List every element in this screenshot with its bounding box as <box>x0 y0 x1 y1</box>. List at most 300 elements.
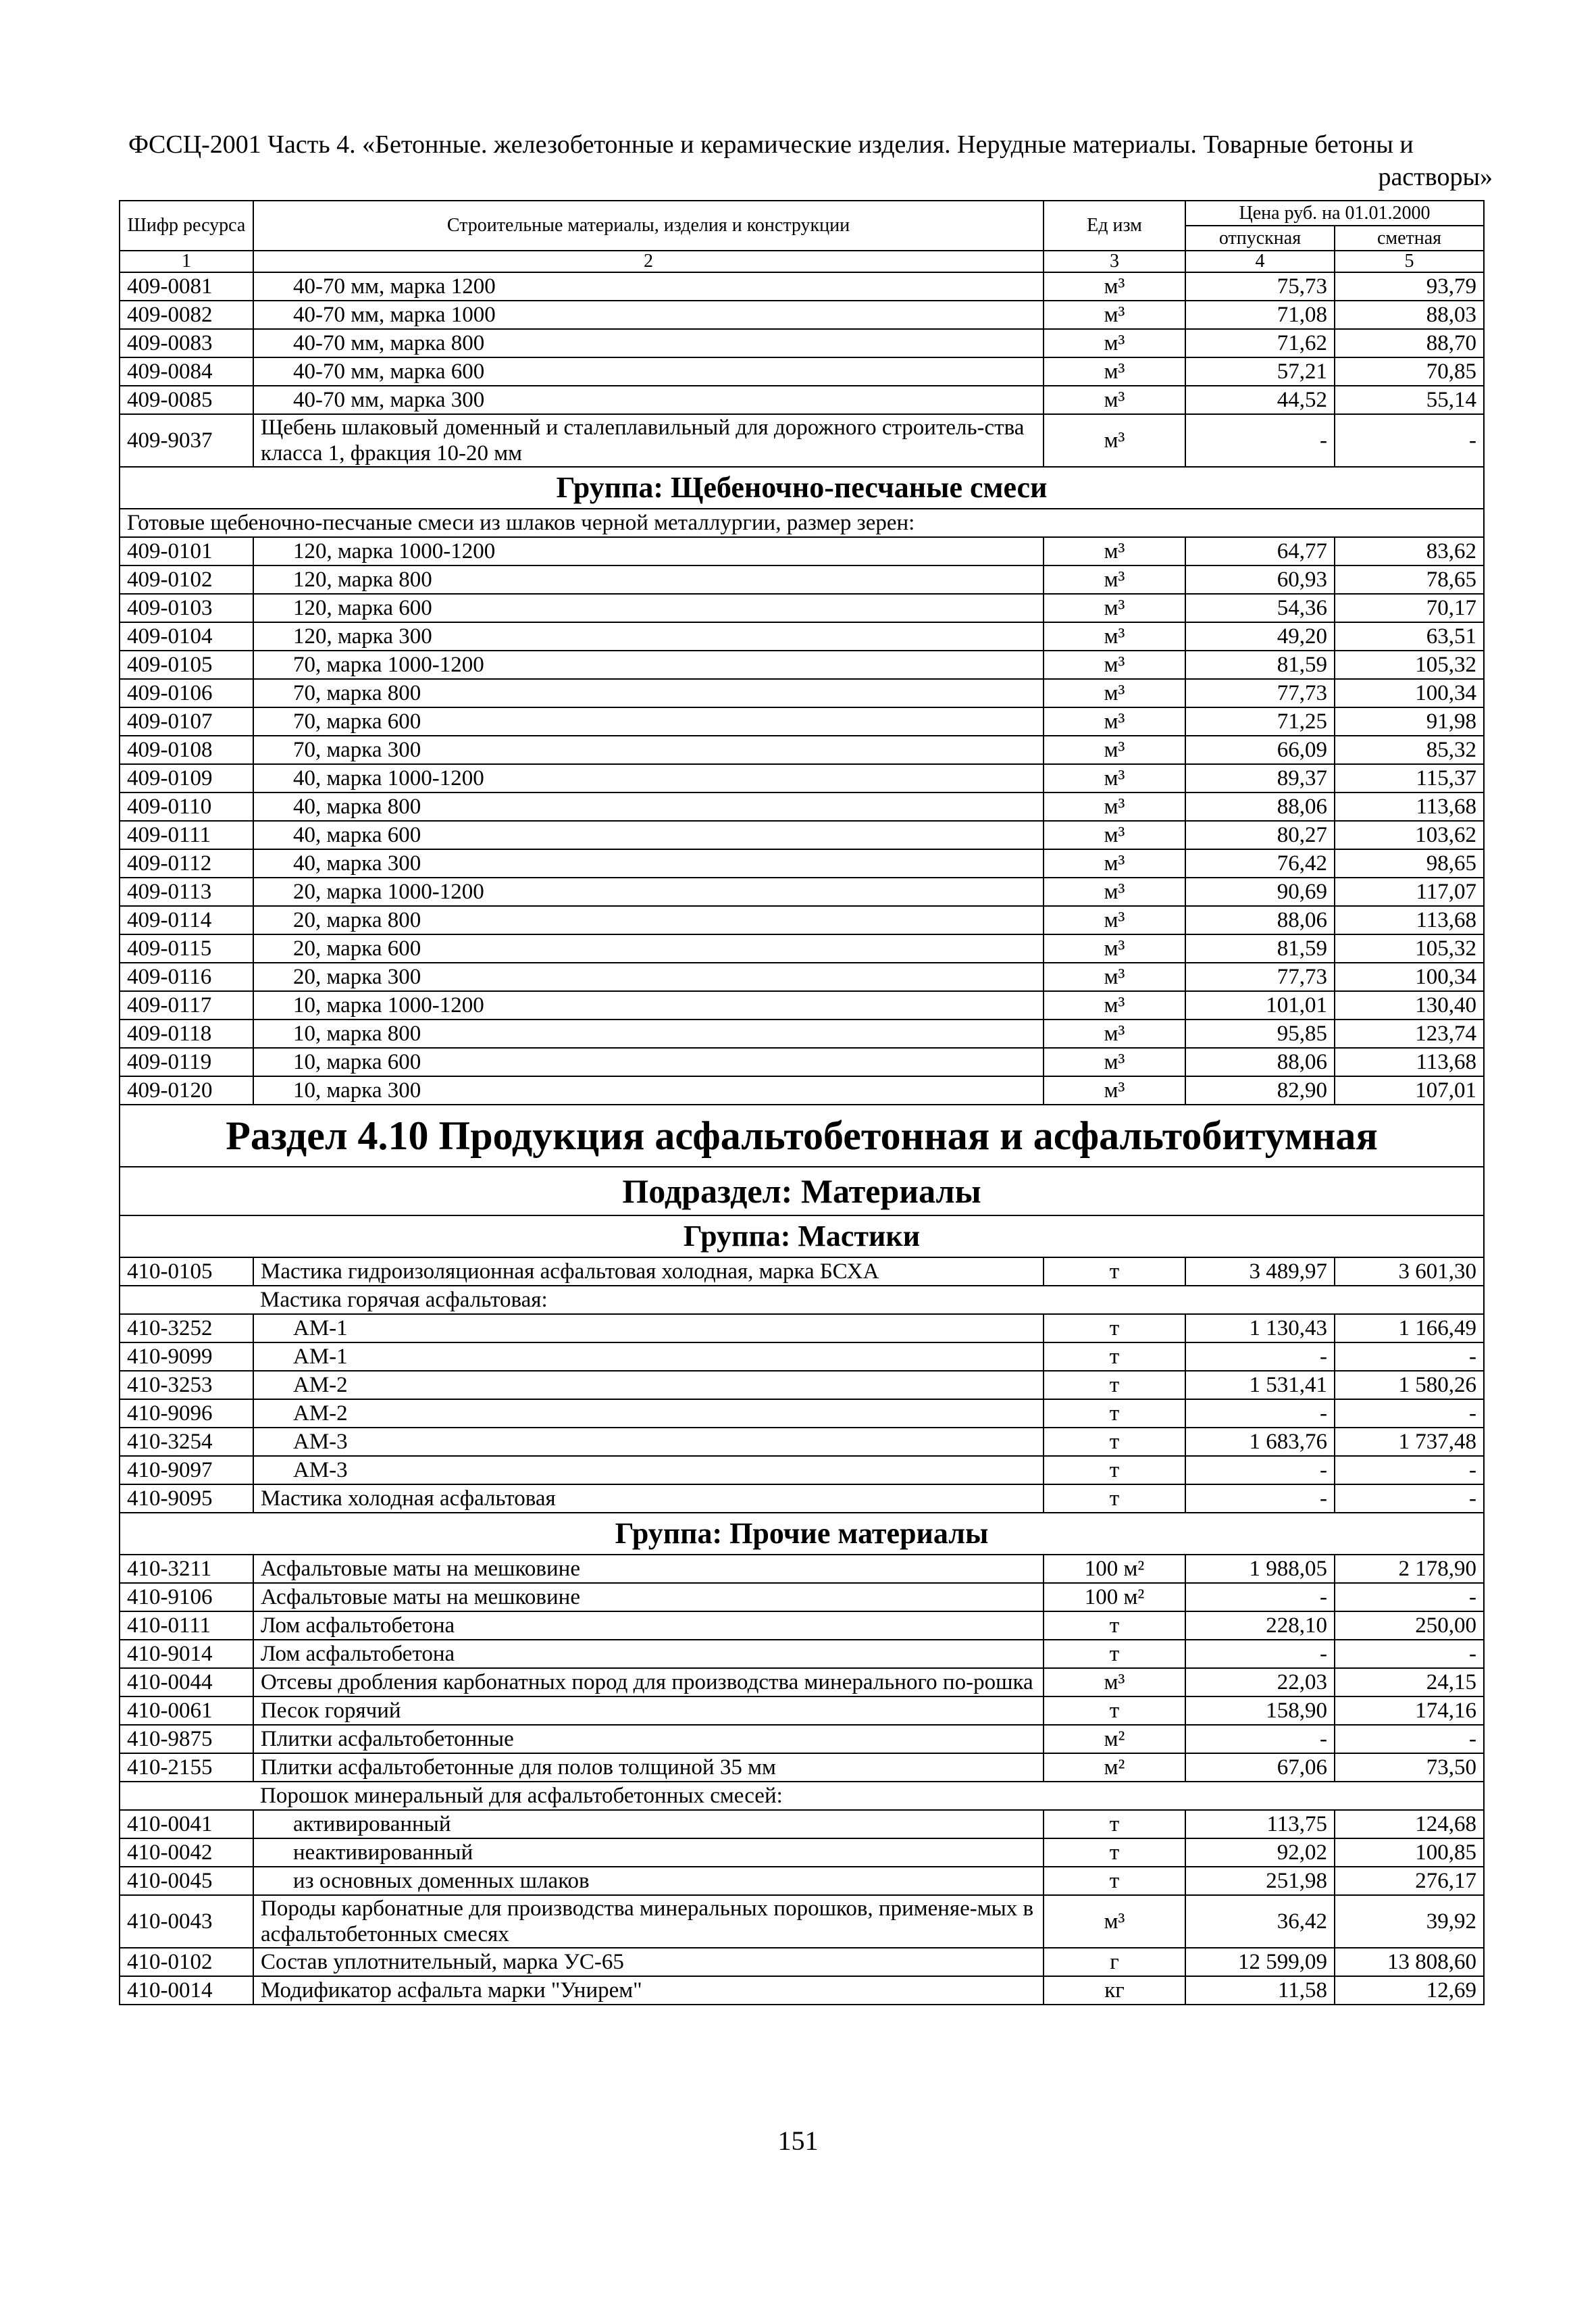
table-row <box>120 1020 1484 1048</box>
page-header <box>128 128 1493 193</box>
resource-code: 409-0081 <box>120 272 253 301</box>
release-price: 158,90 <box>1185 1696 1335 1725</box>
release-price: 60,93 <box>1185 565 1335 594</box>
estimate-price: 100,85 <box>1335 1838 1484 1867</box>
table-row <box>120 906 1484 934</box>
estimate-price: 91,98 <box>1335 707 1484 736</box>
material-name: АМ-2 <box>253 1399 1044 1428</box>
resource-code: 410-9099 <box>120 1342 253 1371</box>
material-name: 120, марка 600 <box>253 594 1044 622</box>
material-name: 70, марка 300 <box>253 736 1044 764</box>
table-row <box>120 1895 1484 1948</box>
release-price: 95,85 <box>1185 1020 1335 1048</box>
estimate-price: 115,37 <box>1335 764 1484 793</box>
estimate-price: 174,16 <box>1335 1696 1484 1725</box>
material-name: из основных доменных шлаков <box>253 1867 1044 1895</box>
unit: г <box>1044 1948 1185 1976</box>
table-row <box>120 1611 1484 1640</box>
material-name: 120, марка 800 <box>253 565 1044 594</box>
release-price: 49,20 <box>1185 622 1335 651</box>
material-name: Отсевы дробления карбонатных пород для производства минерального по-рошка <box>253 1668 1044 1696</box>
table-row <box>120 1428 1484 1456</box>
release-price: 76,42 <box>1185 849 1335 878</box>
estimate-price: 105,32 <box>1335 934 1484 963</box>
unit: т <box>1044 1640 1185 1668</box>
release-price: 81,59 <box>1185 934 1335 963</box>
resource-code: 409-0112 <box>120 849 253 878</box>
material-name: Щебень шлаковый доменный и сталеплавильный для дорожного строитель-ства класса 1, фракция 10-20 мм <box>253 414 1044 467</box>
resource-code: 409-0110 <box>120 793 253 821</box>
material-name: 40, марка 300 <box>253 849 1044 878</box>
table-row <box>120 1696 1484 1725</box>
material-name: Асфальтовые маты на мешковине <box>253 1583 1044 1611</box>
group-title-row <box>120 1215 1484 1257</box>
table-row <box>120 329 1484 357</box>
unit: т <box>1044 1456 1185 1484</box>
release-price: 88,06 <box>1185 1048 1335 1076</box>
resource-code: 409-0101 <box>120 537 253 565</box>
unit: м³ <box>1044 386 1185 414</box>
table-row <box>120 1076 1484 1105</box>
table-row <box>120 1668 1484 1696</box>
release-price: 36,42 <box>1185 1895 1335 1948</box>
release-price: 101,01 <box>1185 991 1335 1020</box>
unit: м³ <box>1044 594 1185 622</box>
resource-code: 410-2155 <box>120 1753 253 1782</box>
header-line-2: растворы» <box>1378 163 1493 191</box>
table-row <box>120 679 1484 707</box>
table-row <box>120 878 1484 906</box>
group-note: Мастика горячая асфальтовая: <box>253 1286 1484 1314</box>
release-price: - <box>1185 1456 1335 1484</box>
estimate-price: - <box>1335 1342 1484 1371</box>
group-title: Группа: Щебеночно-песчаные смеси <box>120 467 1484 509</box>
unit: м³ <box>1044 707 1185 736</box>
resource-code: 409-0107 <box>120 707 253 736</box>
empty-cell <box>120 1286 253 1314</box>
unit: т <box>1044 1611 1185 1640</box>
table-row <box>120 1810 1484 1838</box>
estimate-price: - <box>1335 1583 1484 1611</box>
estimate-price: 3 601,30 <box>1335 1257 1484 1286</box>
release-price: 1 531,41 <box>1185 1371 1335 1399</box>
estimate-price: - <box>1335 1484 1484 1513</box>
release-price: - <box>1185 1399 1335 1428</box>
resource-code: 410-9096 <box>120 1399 253 1428</box>
table-row <box>120 594 1484 622</box>
material-name: 10, марка 1000-1200 <box>253 991 1044 1020</box>
estimate-price: 70,85 <box>1335 357 1484 386</box>
resource-code: 410-0044 <box>120 1668 253 1696</box>
material-name: Модификатор асфальта марки "Унирем" <box>253 1976 1044 2005</box>
unit: м³ <box>1044 1895 1185 1948</box>
release-price: - <box>1185 1342 1335 1371</box>
release-price: 251,98 <box>1185 1867 1335 1895</box>
unit: т <box>1044 1342 1185 1371</box>
unit: м³ <box>1044 878 1185 906</box>
estimate-price: 98,65 <box>1335 849 1484 878</box>
unit: м³ <box>1044 906 1185 934</box>
table-row <box>120 707 1484 736</box>
estimate-price: 250,00 <box>1335 1611 1484 1640</box>
unit: м³ <box>1044 1020 1185 1048</box>
material-name: Мастика гидроизоляционная асфальтовая холодная, марка БСХА <box>253 1257 1044 1286</box>
unit: т <box>1044 1810 1185 1838</box>
table-row <box>120 272 1484 301</box>
release-price: 11,58 <box>1185 1976 1335 2005</box>
header-name: Строительные материалы, изделия и конструкции <box>253 201 1044 251</box>
release-price: - <box>1185 1640 1335 1668</box>
estimate-price: 124,68 <box>1335 1810 1484 1838</box>
unit: 100 м² <box>1044 1555 1185 1583</box>
resource-code: 410-0105 <box>120 1257 253 1286</box>
resource-code: 410-0102 <box>120 1948 253 1976</box>
material-name: Плитки асфальтобетонные для полов толщиной 35 мм <box>253 1753 1044 1782</box>
material-name: Лом асфальтобетона <box>253 1640 1044 1668</box>
estimate-price: 107,01 <box>1335 1076 1484 1105</box>
table-row <box>120 1976 1484 2005</box>
material-name: Мастика холодная асфальтовая <box>253 1484 1044 1513</box>
group-note-row <box>120 1782 1484 1810</box>
estimate-price: 24,15 <box>1335 1668 1484 1696</box>
unit: т <box>1044 1838 1185 1867</box>
release-price: - <box>1185 1484 1335 1513</box>
resource-code: 410-9014 <box>120 1640 253 1668</box>
material-name: 70, марка 600 <box>253 707 1044 736</box>
estimate-price: 93,79 <box>1335 272 1484 301</box>
resource-code: 409-0108 <box>120 736 253 764</box>
material-name: АМ-3 <box>253 1428 1044 1456</box>
group-title: Группа: Прочие материалы <box>120 1513 1484 1555</box>
table-row <box>120 1371 1484 1399</box>
estimate-price: 113,68 <box>1335 1048 1484 1076</box>
table-row <box>120 1342 1484 1371</box>
unit: м³ <box>1044 651 1185 679</box>
resource-code: 409-0114 <box>120 906 253 934</box>
material-name: неактивированный <box>253 1838 1044 1867</box>
resource-code: 410-9095 <box>120 1484 253 1513</box>
unit: м³ <box>1044 736 1185 764</box>
resource-code: 409-0085 <box>120 386 253 414</box>
material-name: 40-70 мм, марка 1000 <box>253 301 1044 329</box>
resource-code: 409-0102 <box>120 565 253 594</box>
resource-code: 409-0103 <box>120 594 253 622</box>
material-name: 120, марка 1000-1200 <box>253 537 1044 565</box>
section-title-row <box>120 1105 1484 1167</box>
material-name: 20, марка 1000-1200 <box>253 878 1044 906</box>
unit: т <box>1044 1484 1185 1513</box>
resource-code: 409-0105 <box>120 651 253 679</box>
unit: м³ <box>1044 414 1185 467</box>
table-row <box>120 1838 1484 1867</box>
resource-code: 410-3252 <box>120 1314 253 1342</box>
group-note: Готовые щебеночно-песчаные смеси из шлаков черной металлургии, размер зерен: <box>120 509 1484 537</box>
material-name: 10, марка 800 <box>253 1020 1044 1048</box>
material-name: 40, марка 800 <box>253 793 1044 821</box>
table-row <box>120 934 1484 963</box>
release-price: - <box>1185 1725 1335 1753</box>
table-row <box>120 386 1484 414</box>
table-row <box>120 764 1484 793</box>
header-price: Цена руб. на 01.01.2000 <box>1185 201 1484 226</box>
resource-code: 409-0116 <box>120 963 253 991</box>
material-name: 40-70 мм, марка 1200 <box>253 272 1044 301</box>
unit: т <box>1044 1314 1185 1342</box>
estimate-price: 113,68 <box>1335 906 1484 934</box>
resource-code: 409-0117 <box>120 991 253 1020</box>
estimate-price: - <box>1335 1456 1484 1484</box>
material-name: активированный <box>253 1810 1044 1838</box>
col-number-2: 2 <box>253 251 1044 272</box>
material-name: АМ-3 <box>253 1456 1044 1484</box>
material-name: 120, марка 300 <box>253 622 1044 651</box>
table-row <box>120 565 1484 594</box>
empty-cell <box>120 1782 253 1810</box>
unit: м³ <box>1044 963 1185 991</box>
header-estimate-price: сметная <box>1335 226 1484 251</box>
table-body <box>120 272 1484 2005</box>
table-row <box>120 1725 1484 1753</box>
estimate-price: 130,40 <box>1335 991 1484 1020</box>
subsection-title: Подраздел: Материалы <box>120 1167 1484 1215</box>
material-name: Состав уплотнительный, марка УС-65 <box>253 1948 1044 1976</box>
resource-code: 410-0014 <box>120 1976 253 2005</box>
unit: т <box>1044 1428 1185 1456</box>
unit: м³ <box>1044 301 1185 329</box>
table-row <box>120 357 1484 386</box>
release-price: - <box>1185 1583 1335 1611</box>
release-price: - <box>1185 414 1335 467</box>
page-number: 151 <box>777 2126 819 2156</box>
col-number-1: 1 <box>120 251 253 272</box>
group-note-row <box>120 1286 1484 1314</box>
material-name: 40-70 мм, марка 300 <box>253 386 1044 414</box>
release-price: 89,37 <box>1185 764 1335 793</box>
resource-code: 409-0083 <box>120 329 253 357</box>
release-price: 75,73 <box>1185 272 1335 301</box>
estimate-price: 88,03 <box>1335 301 1484 329</box>
table-row <box>120 301 1484 329</box>
unit: т <box>1044 1257 1185 1286</box>
material-name: 20, марка 600 <box>253 934 1044 963</box>
table-row <box>120 1753 1484 1782</box>
unit: кг <box>1044 1976 1185 2005</box>
col-number-5: 5 <box>1335 251 1484 272</box>
release-price: 66,09 <box>1185 736 1335 764</box>
unit: м² <box>1044 1725 1185 1753</box>
table-row <box>120 1484 1484 1513</box>
table-row <box>120 1399 1484 1428</box>
unit: т <box>1044 1696 1185 1725</box>
unit: м³ <box>1044 934 1185 963</box>
header-release-price: отпускная <box>1185 226 1335 251</box>
estimate-price: 78,65 <box>1335 565 1484 594</box>
estimate-price: 100,34 <box>1335 679 1484 707</box>
resource-code: 410-3254 <box>120 1428 253 1456</box>
resource-code: 409-0120 <box>120 1076 253 1105</box>
estimate-price: 103,62 <box>1335 821 1484 849</box>
unit: м² <box>1044 1753 1185 1782</box>
material-name: АМ-2 <box>253 1371 1044 1399</box>
table-row <box>120 1640 1484 1668</box>
group-title: Группа: Мастики <box>120 1215 1484 1257</box>
estimate-price: 70,17 <box>1335 594 1484 622</box>
release-price: 77,73 <box>1185 963 1335 991</box>
table-row <box>120 1948 1484 1976</box>
table-row <box>120 1867 1484 1895</box>
resource-code: 409-0113 <box>120 878 253 906</box>
resource-code: 410-3211 <box>120 1555 253 1583</box>
material-name: Породы карбонатные для производства минеральных порошков, применяе-мых в асфальтобетонных смесях <box>253 1895 1044 1948</box>
material-name: 70, марка 1000-1200 <box>253 651 1044 679</box>
resource-code: 409-0106 <box>120 679 253 707</box>
price-table <box>119 200 1485 2005</box>
unit: м³ <box>1044 679 1185 707</box>
table-row <box>120 991 1484 1020</box>
resource-code: 409-0111 <box>120 821 253 849</box>
release-price: 228,10 <box>1185 1611 1335 1640</box>
release-price: 92,02 <box>1185 1838 1335 1867</box>
unit: м³ <box>1044 1076 1185 1105</box>
release-price: 71,25 <box>1185 707 1335 736</box>
material-name: 40-70 мм, марка 800 <box>253 329 1044 357</box>
unit: м³ <box>1044 622 1185 651</box>
resource-code: 409-0119 <box>120 1048 253 1076</box>
resource-code: 410-0043 <box>120 1895 253 1948</box>
material-name: 40-70 мм, марка 600 <box>253 357 1044 386</box>
resource-code: 410-9875 <box>120 1725 253 1753</box>
table-row <box>120 622 1484 651</box>
unit: м³ <box>1044 793 1185 821</box>
resource-code: 409-0084 <box>120 357 253 386</box>
material-name: Песок горячий <box>253 1696 1044 1725</box>
header-line-1: ФССЦ-2001 Часть 4. «Бетонные. железобетонные и керамические изделия. Нерудные материалы. Товарные бетоны и <box>128 130 1414 159</box>
estimate-price: 13 808,60 <box>1335 1948 1484 1976</box>
estimate-price: - <box>1335 1640 1484 1668</box>
resource-code: 410-0042 <box>120 1838 253 1867</box>
table-row <box>120 1314 1484 1342</box>
table-header <box>120 201 1484 272</box>
resource-code: 410-0111 <box>120 1611 253 1640</box>
estimate-price: 2 178,90 <box>1335 1555 1484 1583</box>
estimate-price: 1 737,48 <box>1335 1428 1484 1456</box>
table-row <box>120 963 1484 991</box>
resource-code: 409-0109 <box>120 764 253 793</box>
release-price: 22,03 <box>1185 1668 1335 1696</box>
table-row <box>120 1555 1484 1583</box>
resource-code: 410-0041 <box>120 1810 253 1838</box>
unit: 100 м² <box>1044 1583 1185 1611</box>
table-row <box>120 849 1484 878</box>
release-price: 71,08 <box>1185 301 1335 329</box>
material-name: Асфальтовые маты на мешковине <box>253 1555 1044 1583</box>
table-row <box>120 414 1484 467</box>
group-note-row <box>120 509 1484 537</box>
material-name: 10, марка 300 <box>253 1076 1044 1105</box>
material-name: 40, марка 600 <box>253 821 1044 849</box>
table-row <box>120 1583 1484 1611</box>
estimate-price: 113,68 <box>1335 793 1484 821</box>
material-name: АМ-1 <box>253 1314 1044 1342</box>
unit: м³ <box>1044 849 1185 878</box>
header-unit: Ед изм <box>1044 201 1185 251</box>
release-price: 44,52 <box>1185 386 1335 414</box>
unit: м³ <box>1044 1048 1185 1076</box>
material-name: 40, марка 1000-1200 <box>253 764 1044 793</box>
section-title: Раздел 4.10 Продукция асфальтобетонная и асфальтобитумная <box>120 1105 1484 1167</box>
resource-code: 410-9097 <box>120 1456 253 1484</box>
group-title-row <box>120 1513 1484 1555</box>
estimate-price: 123,74 <box>1335 1020 1484 1048</box>
table-row <box>120 537 1484 565</box>
release-price: 80,27 <box>1185 821 1335 849</box>
table-row <box>120 651 1484 679</box>
release-price: 81,59 <box>1185 651 1335 679</box>
unit: т <box>1044 1867 1185 1895</box>
estimate-price: 12,69 <box>1335 1976 1484 2005</box>
estimate-price: 85,32 <box>1335 736 1484 764</box>
estimate-price: 1 580,26 <box>1335 1371 1484 1399</box>
unit: т <box>1044 1371 1185 1399</box>
table-row <box>120 1048 1484 1076</box>
resource-code: 409-9037 <box>120 414 253 467</box>
group-note: Порошок минеральный для асфальтобетонных смесей: <box>253 1782 1484 1810</box>
estimate-price: 88,70 <box>1335 329 1484 357</box>
material-name: Плитки асфальтобетонные <box>253 1725 1044 1753</box>
resource-code: 410-0061 <box>120 1696 253 1725</box>
resource-code: 410-0045 <box>120 1867 253 1895</box>
release-price: 1 988,05 <box>1185 1555 1335 1583</box>
material-name: АМ-1 <box>253 1342 1044 1371</box>
table-row <box>120 1456 1484 1484</box>
release-price: 12 599,09 <box>1185 1948 1335 1976</box>
release-price: 3 489,97 <box>1185 1257 1335 1286</box>
unit: м³ <box>1044 1668 1185 1696</box>
estimate-price: - <box>1335 1399 1484 1428</box>
estimate-price: 63,51 <box>1335 622 1484 651</box>
release-price: 77,73 <box>1185 679 1335 707</box>
estimate-price: - <box>1335 414 1484 467</box>
unit: м³ <box>1044 357 1185 386</box>
unit: м³ <box>1044 821 1185 849</box>
release-price: 88,06 <box>1185 906 1335 934</box>
release-price: 82,90 <box>1185 1076 1335 1105</box>
resource-code: 409-0104 <box>120 622 253 651</box>
subsection-title-row <box>120 1167 1484 1215</box>
header-code: Шифр ресурса <box>120 201 253 251</box>
col-number-4: 4 <box>1185 251 1335 272</box>
table-row <box>120 793 1484 821</box>
estimate-price: 117,07 <box>1335 878 1484 906</box>
estimate-price: 39,92 <box>1335 1895 1484 1948</box>
estimate-price: 55,14 <box>1335 386 1484 414</box>
material-name: Лом асфальтобетона <box>253 1611 1044 1640</box>
release-price: 64,77 <box>1185 537 1335 565</box>
unit: т <box>1044 1399 1185 1428</box>
table-row <box>120 1257 1484 1286</box>
estimate-price: 276,17 <box>1335 1867 1484 1895</box>
resource-code: 410-3253 <box>120 1371 253 1399</box>
material-name: 70, марка 800 <box>253 679 1044 707</box>
table-row <box>120 736 1484 764</box>
release-price: 67,06 <box>1185 1753 1335 1782</box>
material-name: 20, марка 300 <box>253 963 1044 991</box>
estimate-price: 83,62 <box>1335 537 1484 565</box>
release-price: 88,06 <box>1185 793 1335 821</box>
unit: м³ <box>1044 329 1185 357</box>
resource-code: 409-0082 <box>120 301 253 329</box>
material-name: 20, марка 800 <box>253 906 1044 934</box>
